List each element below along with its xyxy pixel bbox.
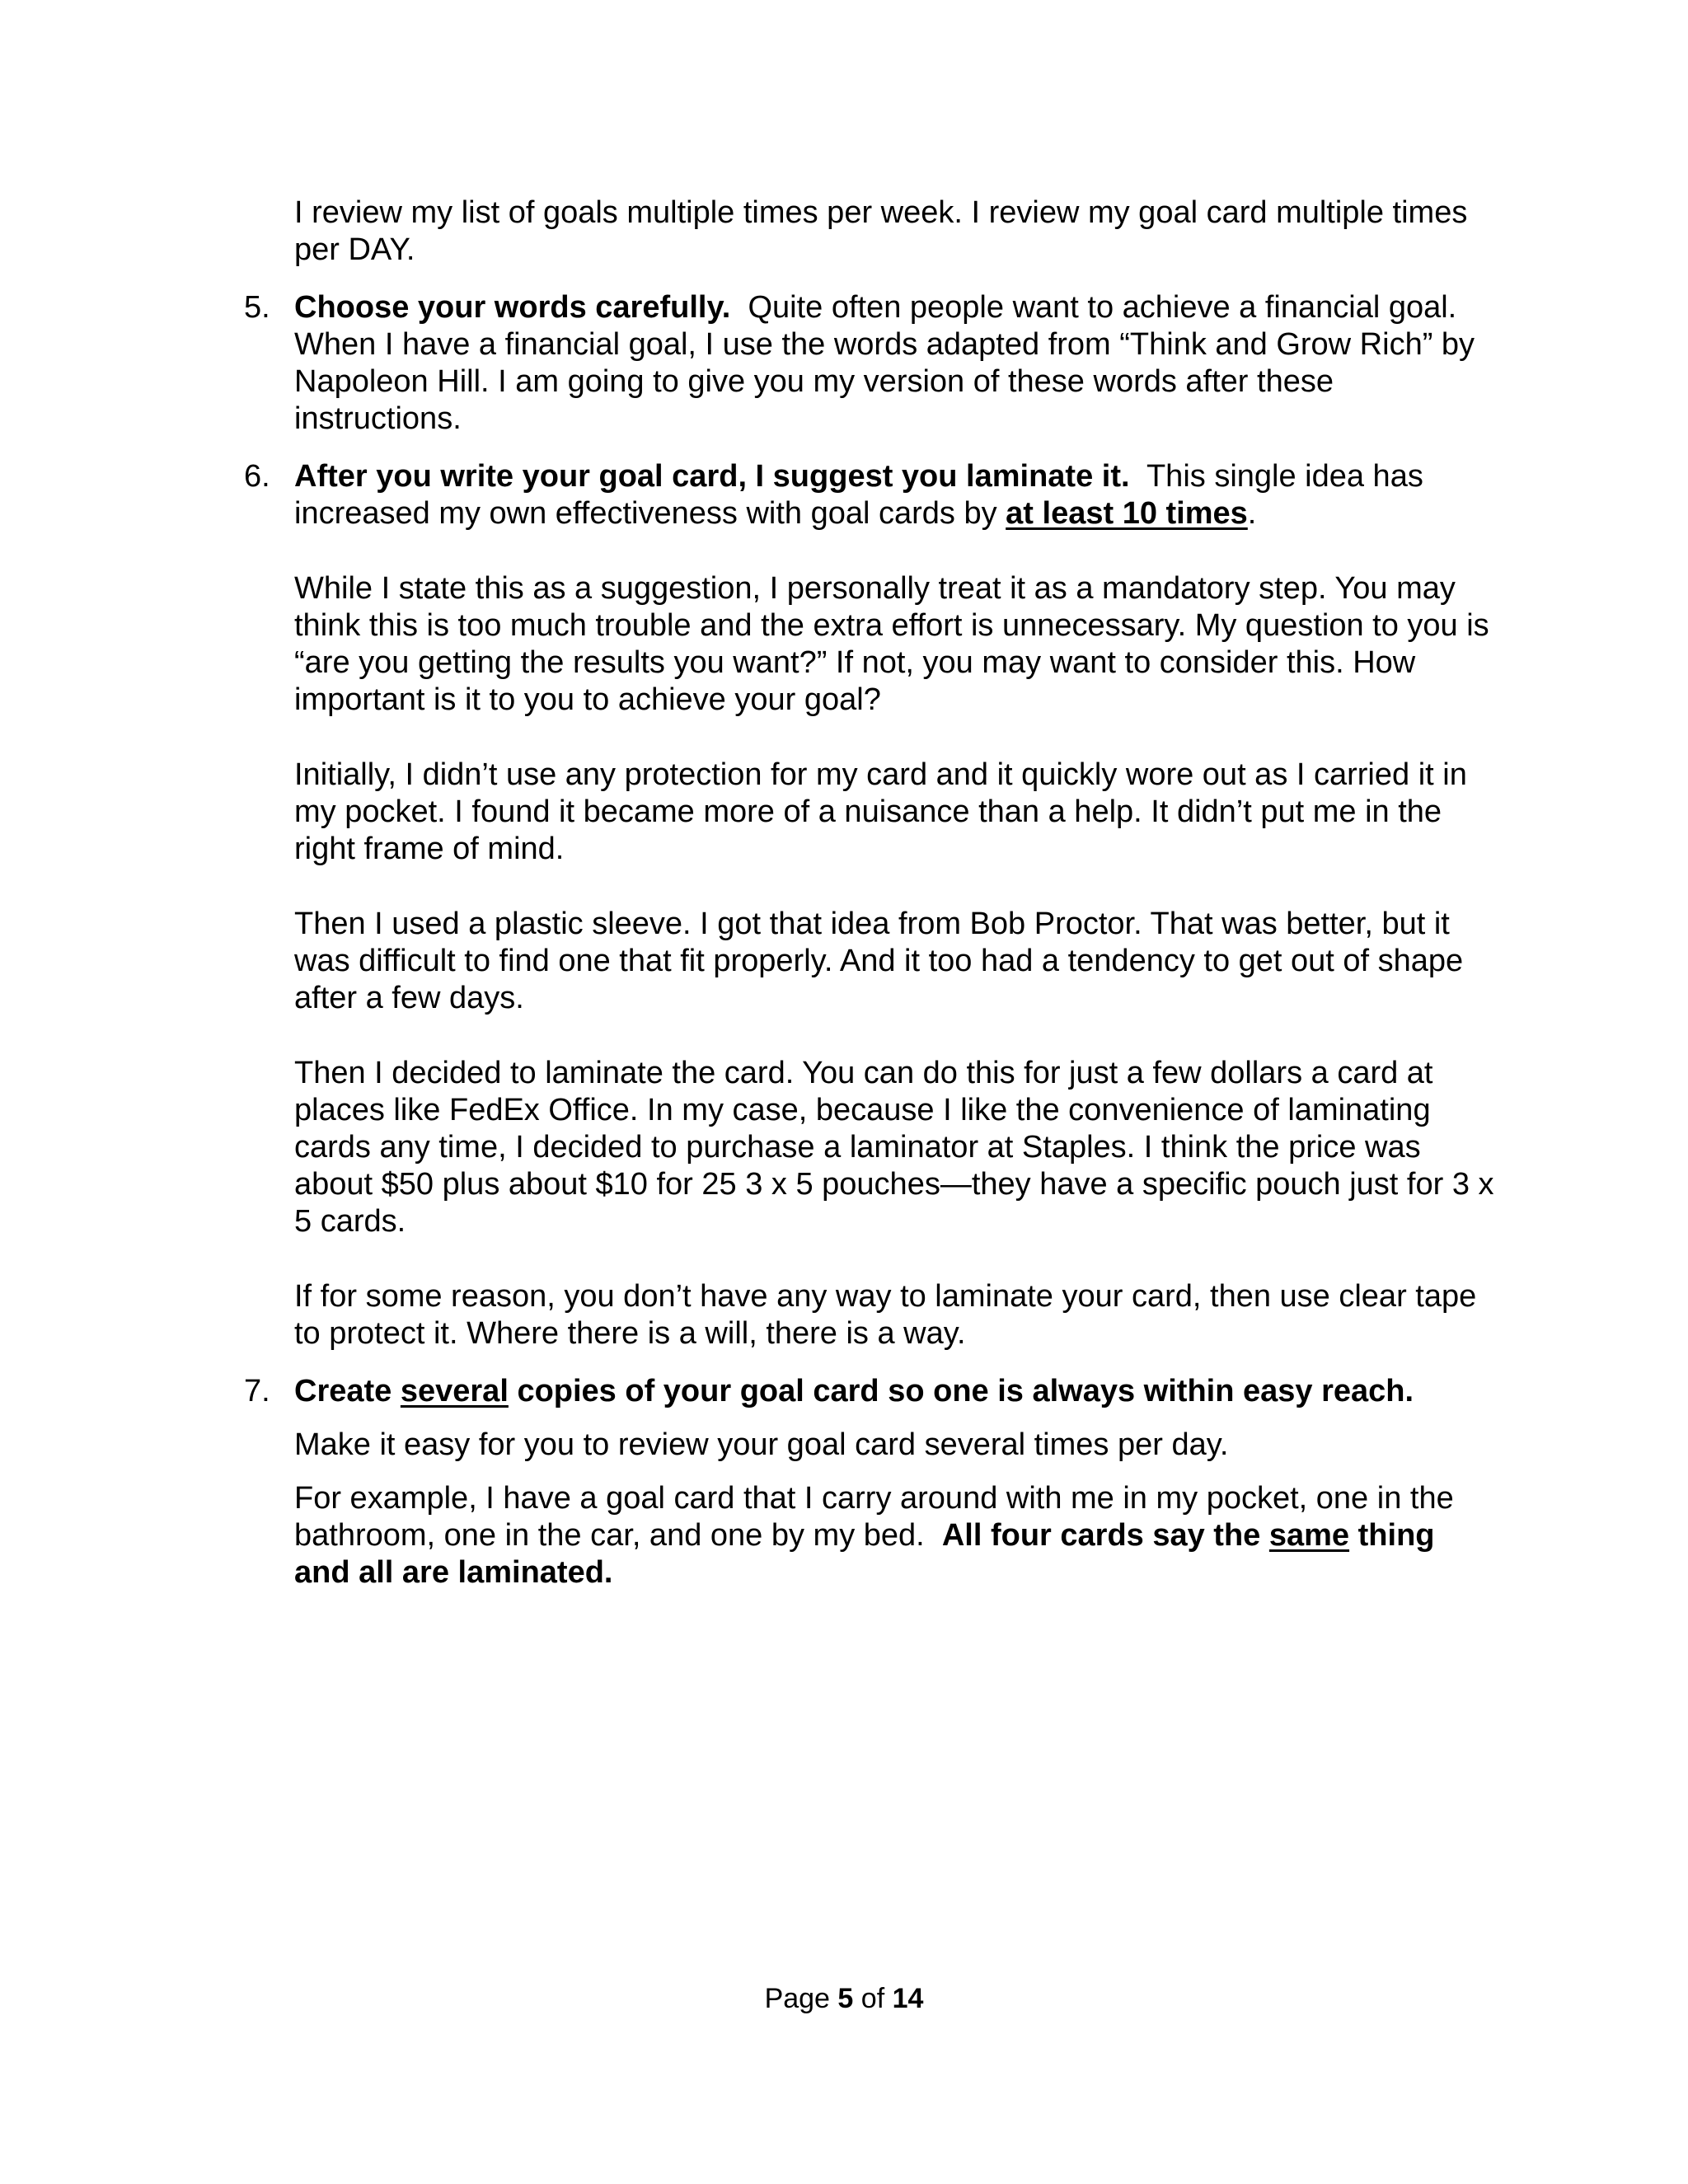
footer-total-pages: 14	[892, 1983, 924, 2014]
item-6-emphasis: at least 10 times	[1006, 496, 1248, 531]
item-7-paragraph-2: Make it easy for you to review your goal card several times per day.	[294, 1427, 1229, 1462]
item-6-paragraph-1	[294, 458, 1497, 532]
list-number-5: 5.	[244, 290, 270, 325]
item-6-paragraph-2: While I state this as a suggestion, I personally treat it as a mandatory step. You may think this is too much trouble and the extra effort is unnecessary. My question to you is “are you getting the results you want?” If not, you may want to consider this. How important is it to you to achieve your goal?	[294, 571, 1489, 717]
item-7-paragraph-3	[294, 1480, 1497, 1591]
item-7-lead-paragraph	[294, 1373, 1497, 1410]
item-5-text: Quite often people want to achieve a financial goal. When I have a financial goal, I use the words adapted from “Think and Grow Rich” by Napoleon Hill. I am going to give you my version of these words after these instructions.	[294, 290, 1475, 436]
item-5-lead: Choose your words carefully.	[294, 290, 731, 325]
list-number-7: 7.	[244, 1374, 270, 1408]
item-6-paragraph-4: Then I used a plastic sleeve. I got that idea from Bob Proctor. That was better, but it was difficult to find one that fit properly. And it too had a tendency to get out of shape after a few days.	[294, 907, 1464, 1015]
item-7-lead-a: Create	[294, 1374, 392, 1408]
item-6-text-end: .	[1247, 496, 1257, 531]
item-7-p3-bold-a: All four cards say the	[941, 1518, 1261, 1553]
intro-paragraph: I review my list of goals multiple times per week. I review my goal card multiple times per DAY.	[294, 195, 1468, 267]
item-6-text: This single idea has increased my own effectiveness with goal cards by	[294, 459, 1423, 531]
list-item-6	[244, 458, 1497, 1352]
footer-of: of	[860, 1983, 885, 2014]
footer-current-page: 5	[837, 1983, 854, 2014]
list-item-7	[244, 1373, 1497, 1591]
list-number-6: 6.	[244, 459, 270, 494]
item-6-paragraph-6: If for some reason, you don’t have any way to laminate your card, then use clear tape to protect it. Where there is a will, there is a way.	[294, 1279, 1477, 1351]
item-6-lead: After you write your goal card, I suggest you laminate it.	[294, 459, 1130, 494]
item-7-p3-text: For example, I have a goal card that I carry around with me in my pocket, one in the bathroom, one in the car, and one by my bed.	[294, 1481, 1454, 1553]
item-7-lead-b: copies of your goal card so one is always within easy reach.	[517, 1374, 1414, 1408]
item-6-paragraph-3: Initially, I didn’t use any protection for my card and it quickly wore out as I carried it in my pocket. I found it became more of a nuisance than a help. It didn’t put me in the right frame of mind.	[294, 757, 1467, 866]
item-5-paragraph	[294, 289, 1497, 438]
page-body	[244, 194, 1497, 1591]
item-7-lead-underlined: several	[400, 1374, 509, 1408]
page-footer	[0, 1982, 1688, 2015]
item-7-p3-bold-underlined: same	[1268, 1518, 1350, 1553]
list-item-5	[244, 289, 1497, 438]
item-6-paragraph-5: Then I decided to laminate the card. You can do this for just a few dollars a card at places like FedEx Office. In my case, because I like the convenience of laminating cards any time, I decided to purchase a laminator at Staples. I think the price was about $50 plus about $10 for 25 3 x 5 pouches—they have a specific pouch just for 3 x 5 cards.	[294, 1056, 1494, 1239]
footer-prefix: Page	[764, 1983, 830, 2014]
item-7-p3-bold-b: thing and all are laminated.	[294, 1518, 1435, 1590]
